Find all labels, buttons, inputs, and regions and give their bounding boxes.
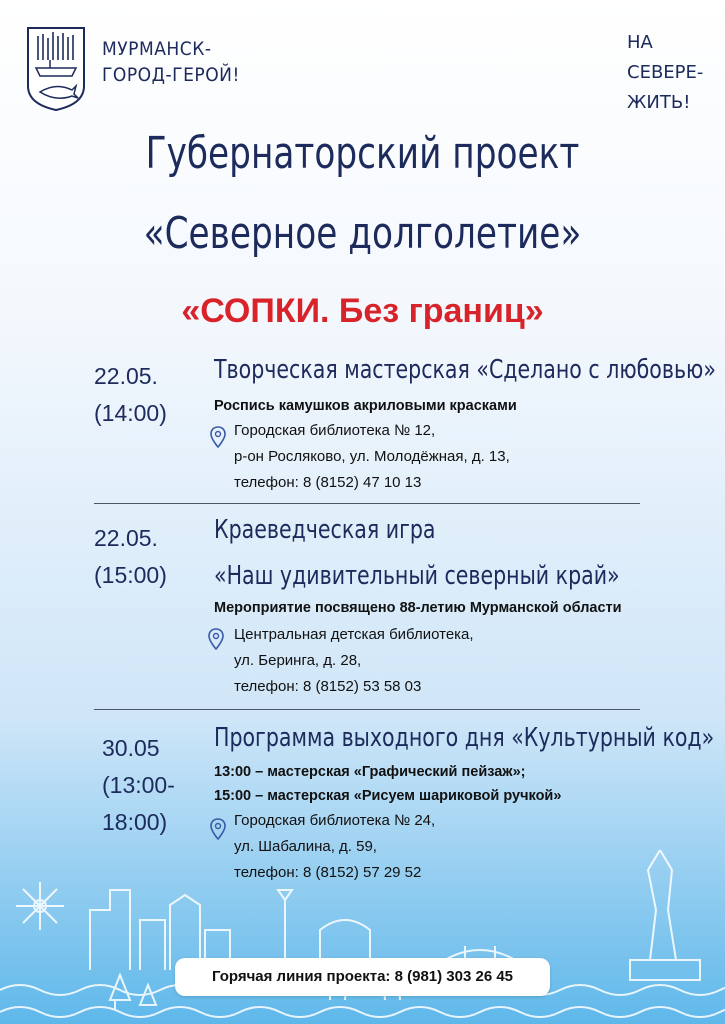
location-pin-icon xyxy=(208,628,224,650)
event2-date: 22.05. xyxy=(94,525,158,551)
event3-phone: телефон: 8 (8152) 57 29 52 xyxy=(234,864,422,881)
event1-title: Творческая мастерская «Сделано с любовью» xyxy=(214,355,716,385)
location-pin-icon xyxy=(210,426,226,448)
project-subtitle: «СОПКИ. Без границ» xyxy=(181,292,544,330)
event3-title: Программа выходного дня «Культурный код» xyxy=(214,723,715,753)
event1-phone: телефон: 8 (8152) 47 10 13 xyxy=(234,474,422,491)
event2-address-line1: Центральная детская библиотека, xyxy=(234,626,474,643)
event2-title: Краеведческая игра xyxy=(214,515,436,545)
snowflake-icon xyxy=(16,882,64,930)
event2-time: (15:00) xyxy=(94,562,167,588)
event2-datetime xyxy=(94,520,167,594)
city-slogan-line2: ГОРОД-ГЕРОЙ! xyxy=(102,64,240,86)
north-slogan xyxy=(627,28,703,118)
murmansk-coat-of-arms-logo xyxy=(26,26,86,112)
event2-address-line2: ул. Беринга, д. 28, xyxy=(234,652,362,669)
event3-time-end: 18:00) xyxy=(102,809,168,835)
city-slogan-line1: МУРМАНСК- xyxy=(102,38,212,60)
event2-phone: телефон: 8 (8152) 53 58 03 xyxy=(234,678,422,695)
event1-datetime xyxy=(94,358,167,432)
event1-address-line1: Городская библиотека № 12, xyxy=(234,422,436,439)
event1-time: (14:00) xyxy=(94,400,167,426)
event1-address xyxy=(234,418,510,496)
divider xyxy=(94,709,640,710)
event2-title-line2: «Наш удивительный северный край» xyxy=(214,561,620,591)
event1-description: Роспись камушков акриловыми красками xyxy=(214,398,517,414)
north-slogan-line1: НА xyxy=(627,32,653,53)
event3-date: 30.05 xyxy=(102,735,160,761)
divider xyxy=(94,503,640,504)
event2-description: Мероприятие посвящено 88-летию Мурманской области xyxy=(214,600,622,616)
event3-address-line1: Городская библиотека № 24, xyxy=(234,812,436,829)
event3-time-start: (13:00- xyxy=(102,772,175,798)
city-slogan xyxy=(102,36,240,88)
event3-description-line1: 13:00 – мастерская «Графический пейзаж»; xyxy=(214,764,526,780)
project-title-line2: «Северное долголетие» xyxy=(143,208,582,259)
event3-datetime xyxy=(102,730,175,841)
event3-address-line2: ул. Шабалина, д. 59, xyxy=(234,838,377,855)
event2-address xyxy=(234,622,474,700)
event1-address-line2: р-он Росляково, ул. Молодёжная, д. 13, xyxy=(234,448,510,465)
city-skyline-illustration xyxy=(0,850,725,1024)
project-title-line1: Губернаторский проект xyxy=(145,128,580,179)
north-slogan-line3: ЖИТЬ! xyxy=(627,92,691,113)
location-pin-icon xyxy=(210,818,226,840)
north-slogan-line2: СЕВЕРЕ- xyxy=(627,62,704,83)
hotline-banner: Горячая линия проекта: 8 (981) 303 26 45 xyxy=(175,958,550,996)
event3-description-line2: 15:00 – мастерская «Рисуем шариковой ручкой» xyxy=(214,788,562,804)
event1-date: 22.05. xyxy=(94,363,158,389)
